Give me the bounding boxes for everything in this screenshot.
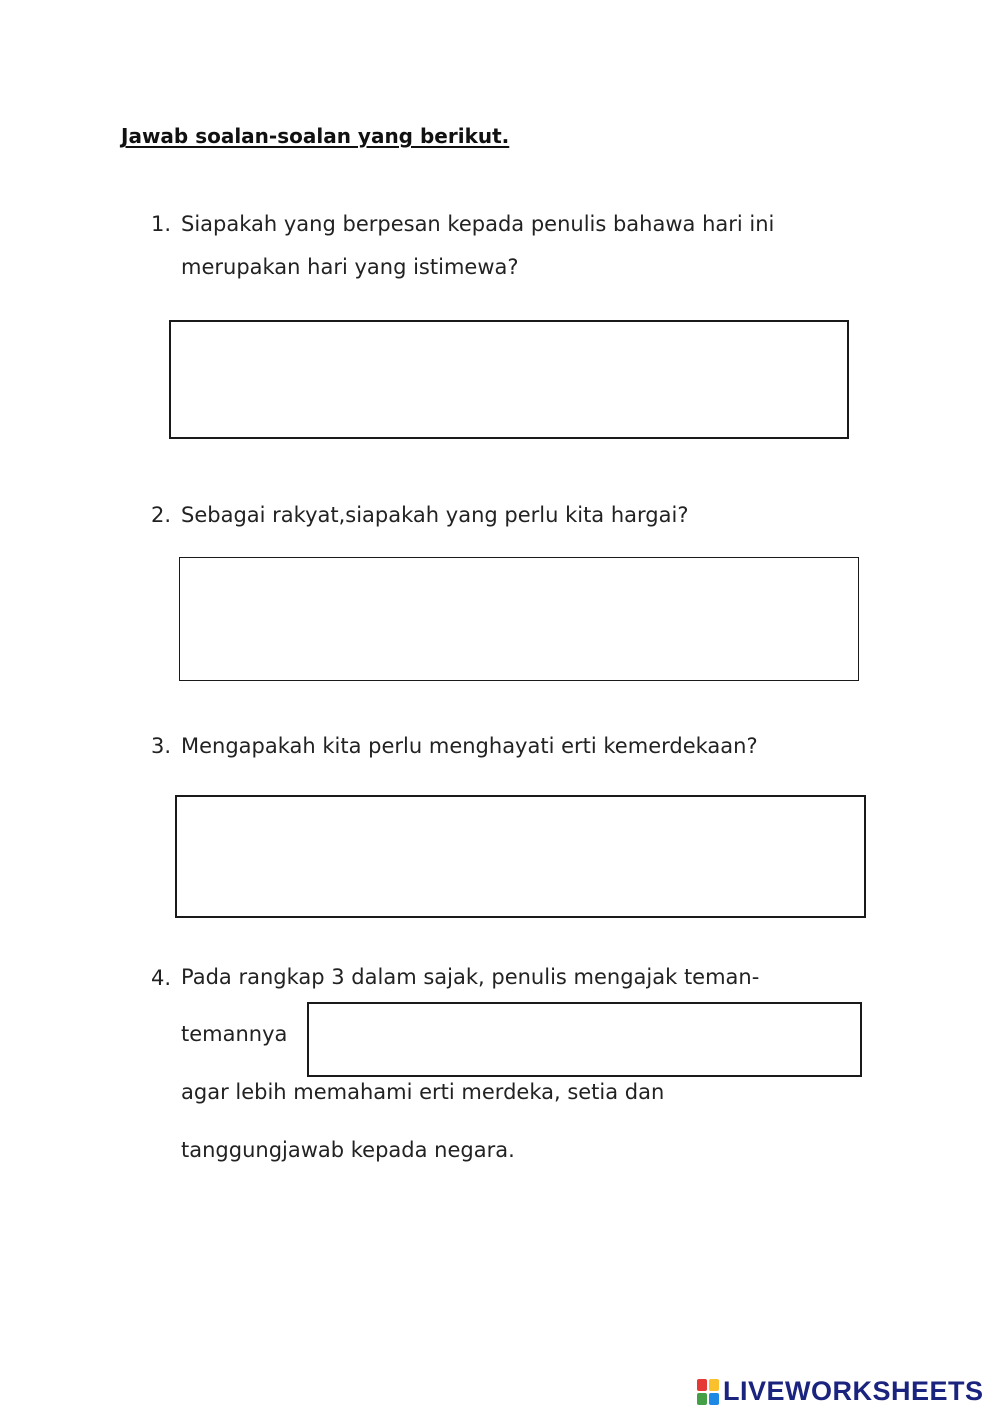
liveworksheets-logo <box>697 1376 984 1407</box>
answer-box-3[interactable] <box>175 795 866 918</box>
question-2-number: 2. <box>151 503 172 527</box>
answer-box-1[interactable] <box>169 320 849 439</box>
question-3-text <box>181 725 758 768</box>
question-2-text <box>181 494 688 537</box>
question-1-line-1: Siapakah yang berpesan kepada penulis bahawa hari ini <box>181 212 775 236</box>
question-4-number: 4. <box>151 966 172 990</box>
liveworksheets-logo-icon <box>697 1379 719 1405</box>
question-1-number: 1. <box>151 212 172 236</box>
question-3-number: 3. <box>151 734 172 758</box>
question-4-line-4: tanggungjawab kepada negara. <box>181 1138 515 1162</box>
question-1-text <box>181 203 774 289</box>
logo-text: LIVEWORKSHEETS <box>723 1376 984 1406</box>
question-3-line-1: Mengapakah kita perlu menghayati erti kemerdekaan? <box>181 734 758 758</box>
question-4-line-2-prefix: temannya <box>181 1022 288 1046</box>
answer-box-2[interactable] <box>179 557 859 681</box>
question-1-line-2: merupakan hari yang istimewa? <box>181 255 519 279</box>
question-4-line-1: Pada rangkap 3 dalam sajak, penulis mengajak teman- <box>181 965 760 989</box>
answer-box-4[interactable] <box>307 1002 862 1077</box>
question-4-line-3: agar lebih memahami erti merdeka, setia dan <box>181 1080 665 1104</box>
worksheet-heading: Jawab soalan-soalan yang berikut. <box>121 124 510 148</box>
question-2-line-1: Sebagai rakyat,siapakah yang perlu kita hargai? <box>181 503 689 527</box>
